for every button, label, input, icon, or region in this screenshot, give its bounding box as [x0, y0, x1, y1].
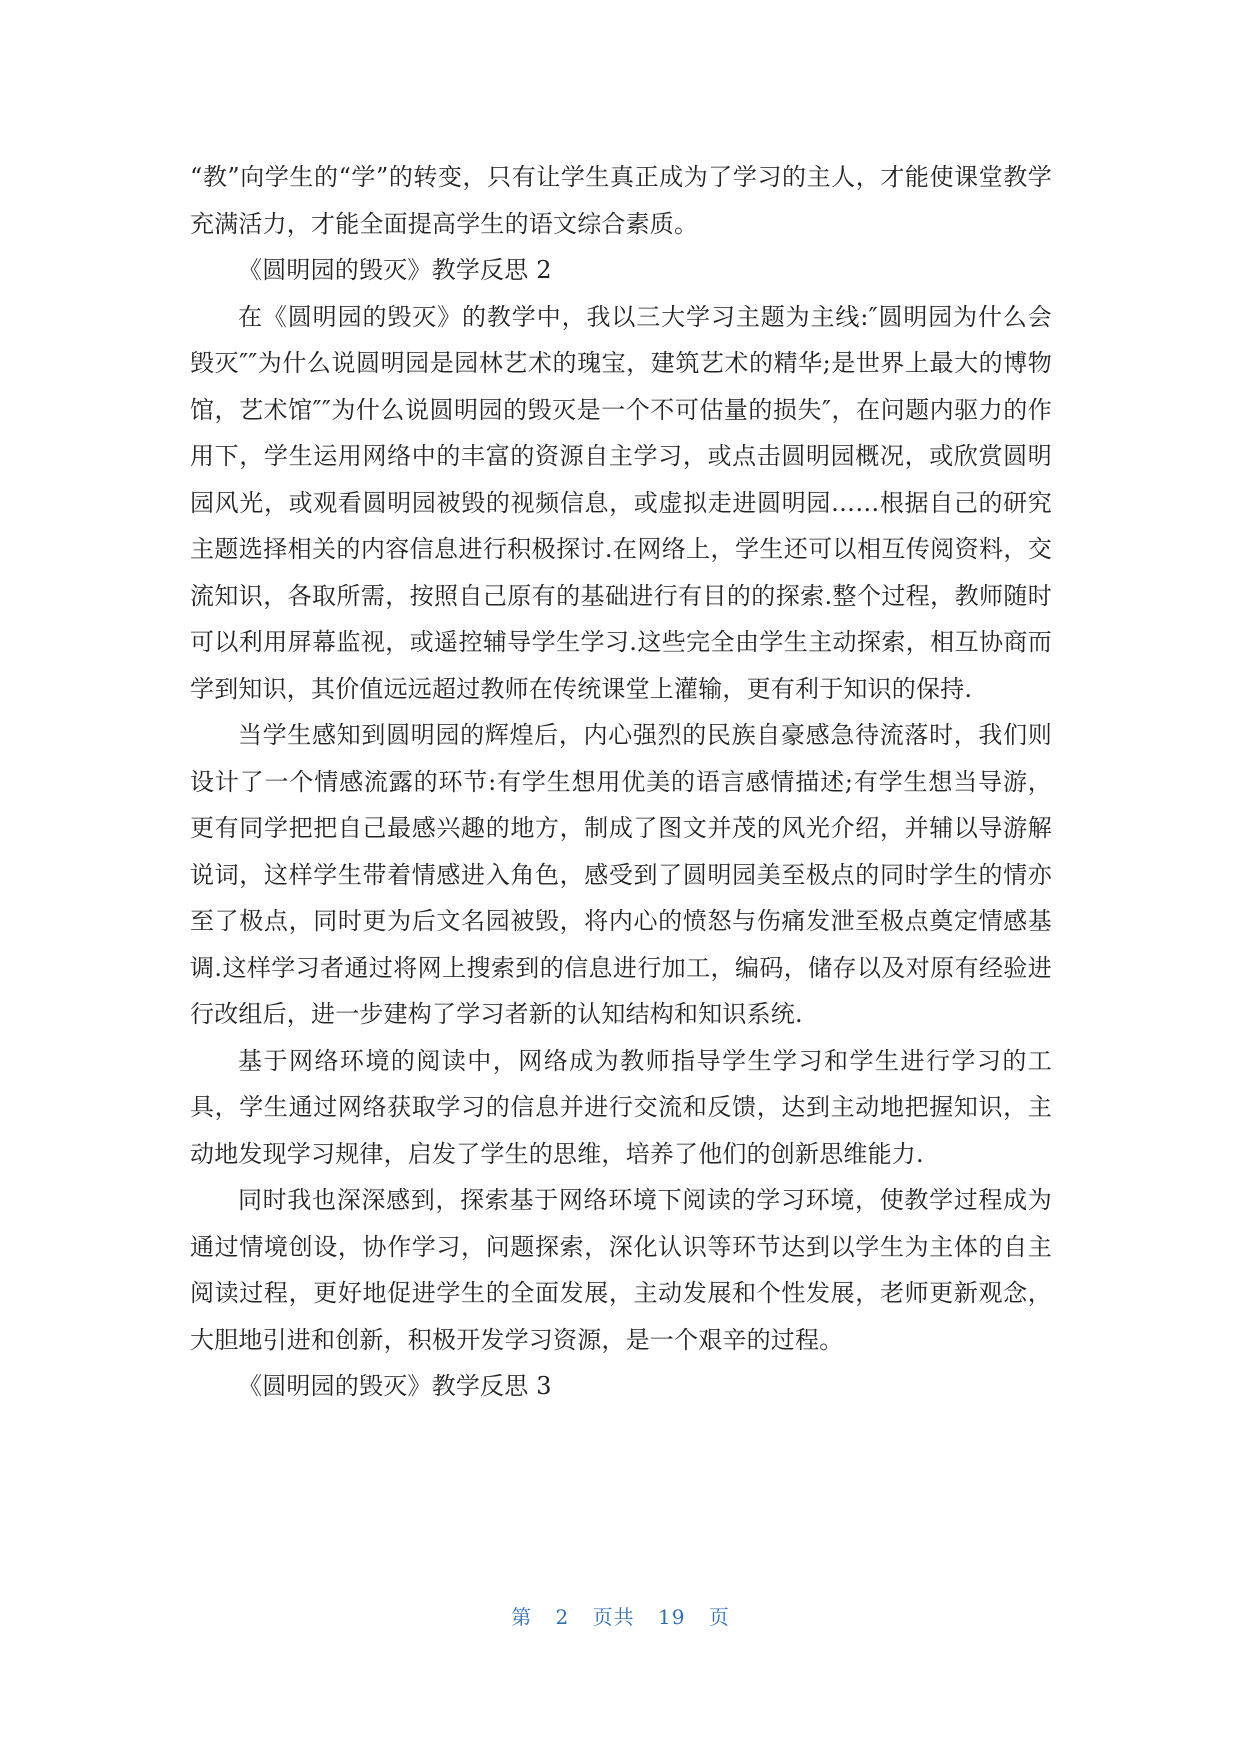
footer-prefix: 第	[511, 1605, 533, 1629]
paragraph: 基于网络环境的阅读中，网络成为教师指导学生学习和学生进行学习的工具，学生通过网络获取学习的信息并进行交流和反馈，达到主动地把握知识，主动地发现学习规律，启发了学生的思维，培养了他们的创新思维能力.	[190, 1046, 1052, 1168]
footer-total-pages: 19	[658, 1605, 686, 1629]
footer-suffix: 页	[708, 1605, 730, 1629]
section-title-3: 《圆明园的毁灭》教学反思 3	[238, 1372, 552, 1400]
paragraph-continued: “教”向学生的“学”的转变，只有让学生真正成为了学习的主人，才能使课堂教学充满活力，才能全面提高学生的语文综合素质。	[190, 163, 1052, 238]
paragraph: 同时我也深深感到，探索基于网络环境下阅读的学习环境，使教学过程成为通过情境创设，协作学习，问题探索，深化认识等环节达到以学生为主体的自主阅读过程，更好地促进学生的全面发展，主动发展和个性发展，老师更新观念，大胆地引进和创新，积极开发学习资源，是一个艰辛的过程。	[190, 1186, 1052, 1354]
paragraph: 当学生感知到圆明园的辉煌后，内心强烈的民族自豪感急待流落时，我们则设计了一个情感流露的环节:有学生想用优美的语言感情描述;有学生想当导游，更有同学把把自己最感兴趣的地方，制成了图文并茂的风光介绍，并辅以导游解说词，这样学生带着情感进入角色，感受到了圆明园美至极点的同时学生的情亦至了极点，同时更为后文名园被毁，将内心的愤怒与伤痛发泄至极点奠定情感基调.这样学习者通过将网上搜索到的信息进行加工，编码，储存以及对原有经验进行改组后，进一步建构了学习者新的认知结构和知识系统.	[190, 721, 1052, 1028]
paragraph: 在《圆明园的毁灭》的教学中，我以三大学习主题为主线:″圆明园为什么会毁灭″″为什么说圆明园是园林艺术的瑰宝，建筑艺术的精华;是世界上最大的博物馆，艺术馆″″为什么说圆明园的毁灭是一个不可估量的损失″，在问题内驱力的作用下，学生运用网络中的丰富的资源自主学习，或点击圆明园概况，或欣赏圆明园风光，或观看圆明园被毁的视频信息，或虚拟走进圆明园……根据自己的研究主题选择相关的内容信息进行积极探讨.在网络上，学生还可以相互传阅资料，交流知识，各取所需，按照自己原有的基础进行有目的的探索.整个过程，教师随时可以利用屏幕监视，或遥控辅导学生学习.这些完全由学生主动探索，相互协商而学到知识，其价值远远超过教师在传统课堂上灌输，更有利于知识的保持.	[190, 302, 1052, 703]
document-body	[190, 154, 1052, 1410]
section-title-2: 《圆明园的毁灭》教学反思 2	[238, 256, 552, 284]
footer-middle: 页共	[592, 1605, 635, 1629]
footer-current-page: 2	[555, 1605, 570, 1629]
page-footer	[0, 1601, 1241, 1630]
